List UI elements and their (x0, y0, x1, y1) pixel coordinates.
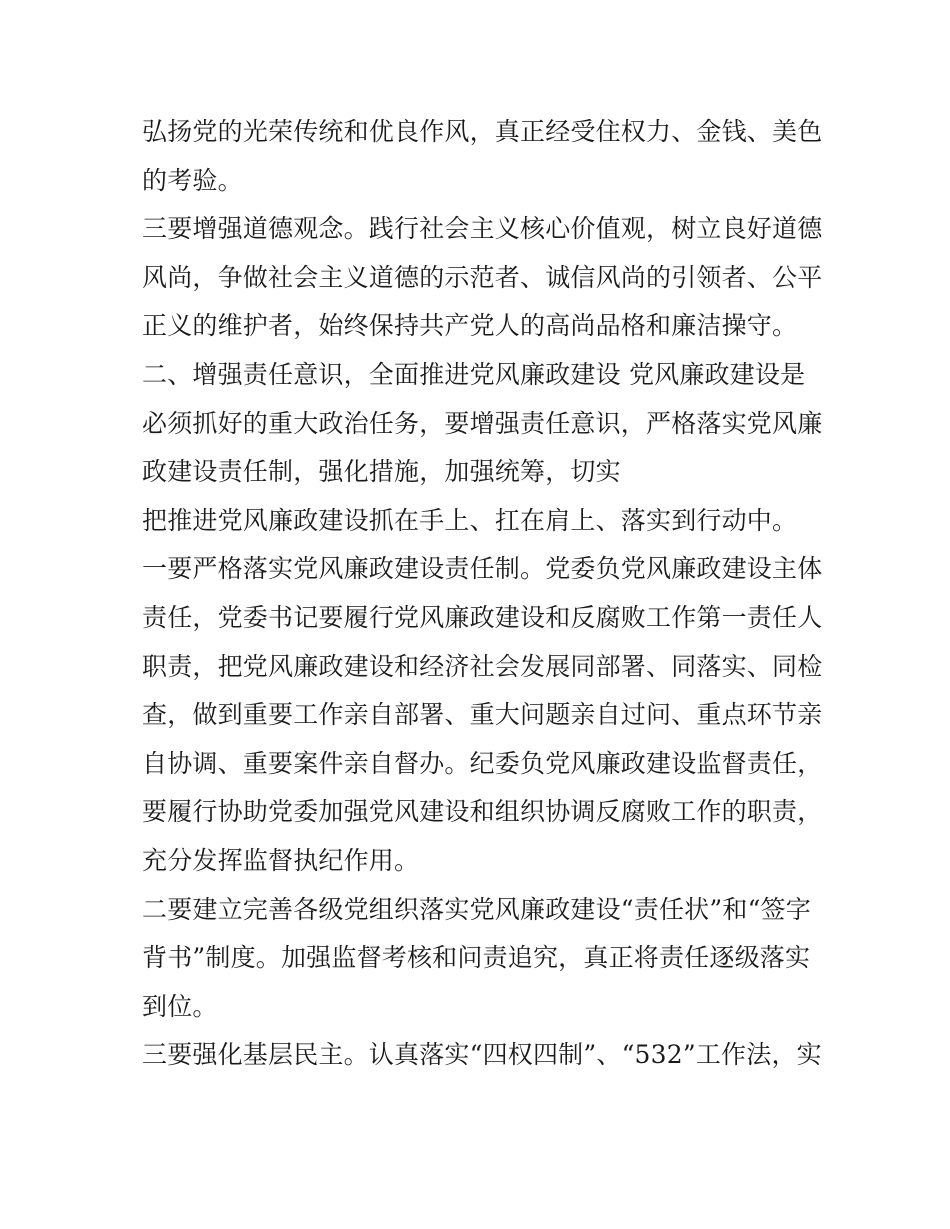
text-line: 责任，党委书记要履行党风廉政建设和反腐败工作第一责任人 (142, 602, 823, 632)
text-line: 要履行协助党委加强党风建设和组织协调反腐败工作的职责， (142, 797, 823, 827)
document-body (142, 108, 822, 1080)
text-line: 风尚，争做社会主义道德的示范者、诚信风尚的引领者、公平 (142, 262, 823, 292)
text-line: 政建设责任制，强化措施，加强统筹，切实 (142, 457, 621, 487)
text-line: 到位。 (142, 991, 218, 1021)
text-line: 背书”制度。加强监督考核和问责追究，真正将责任逐级落实 (142, 943, 811, 973)
text-line: 二、增强责任意识，全面推进党风廉政建设 党风廉政建设是 (142, 359, 806, 389)
text-line: 自协调、重要案件亲自督办。纪委负党风廉政建设监督责任， (142, 748, 823, 778)
text-line: 把推进党风廉政建设抓在手上、扛在肩上、落实到行动中。 (142, 505, 798, 535)
text-line: 查，做到重要工作亲自部署、重大问题亲自过问、重点环节亲 (142, 700, 823, 730)
text-line: 充分发挥监督执纪作用。 (142, 845, 420, 875)
text-line: 弘扬党的光荣传统和优良作风，真正经受住权力、金钱、美色 (142, 117, 823, 146)
text-line: 的考验。 (142, 165, 243, 195)
text-line: 三要增强道德观念。践行社会主义核心价值观，树立良好道德 (142, 214, 823, 244)
text-line: 正义的维护者，始终保持共产党人的高尚品格和廉洁操守。 (142, 311, 798, 341)
text-line: 二要建立完善各级党组织落实党风廉政建设“责任状”和“签字 (142, 894, 811, 924)
text-line: 职责，把党风廉政建设和经济社会发展同部署、同落实、同检 (142, 651, 823, 681)
text-line: 必须抓好的重大政治任务，要增强责任意识，严格落实党风廉 (142, 408, 823, 438)
text-line: 一要严格落实党风廉政建设责任制。党委负党风廉政建设主体 (142, 554, 823, 584)
text-line: 三要强化基层民主。认真落实“四权四制”、“532”工作法，实 (142, 1040, 822, 1070)
